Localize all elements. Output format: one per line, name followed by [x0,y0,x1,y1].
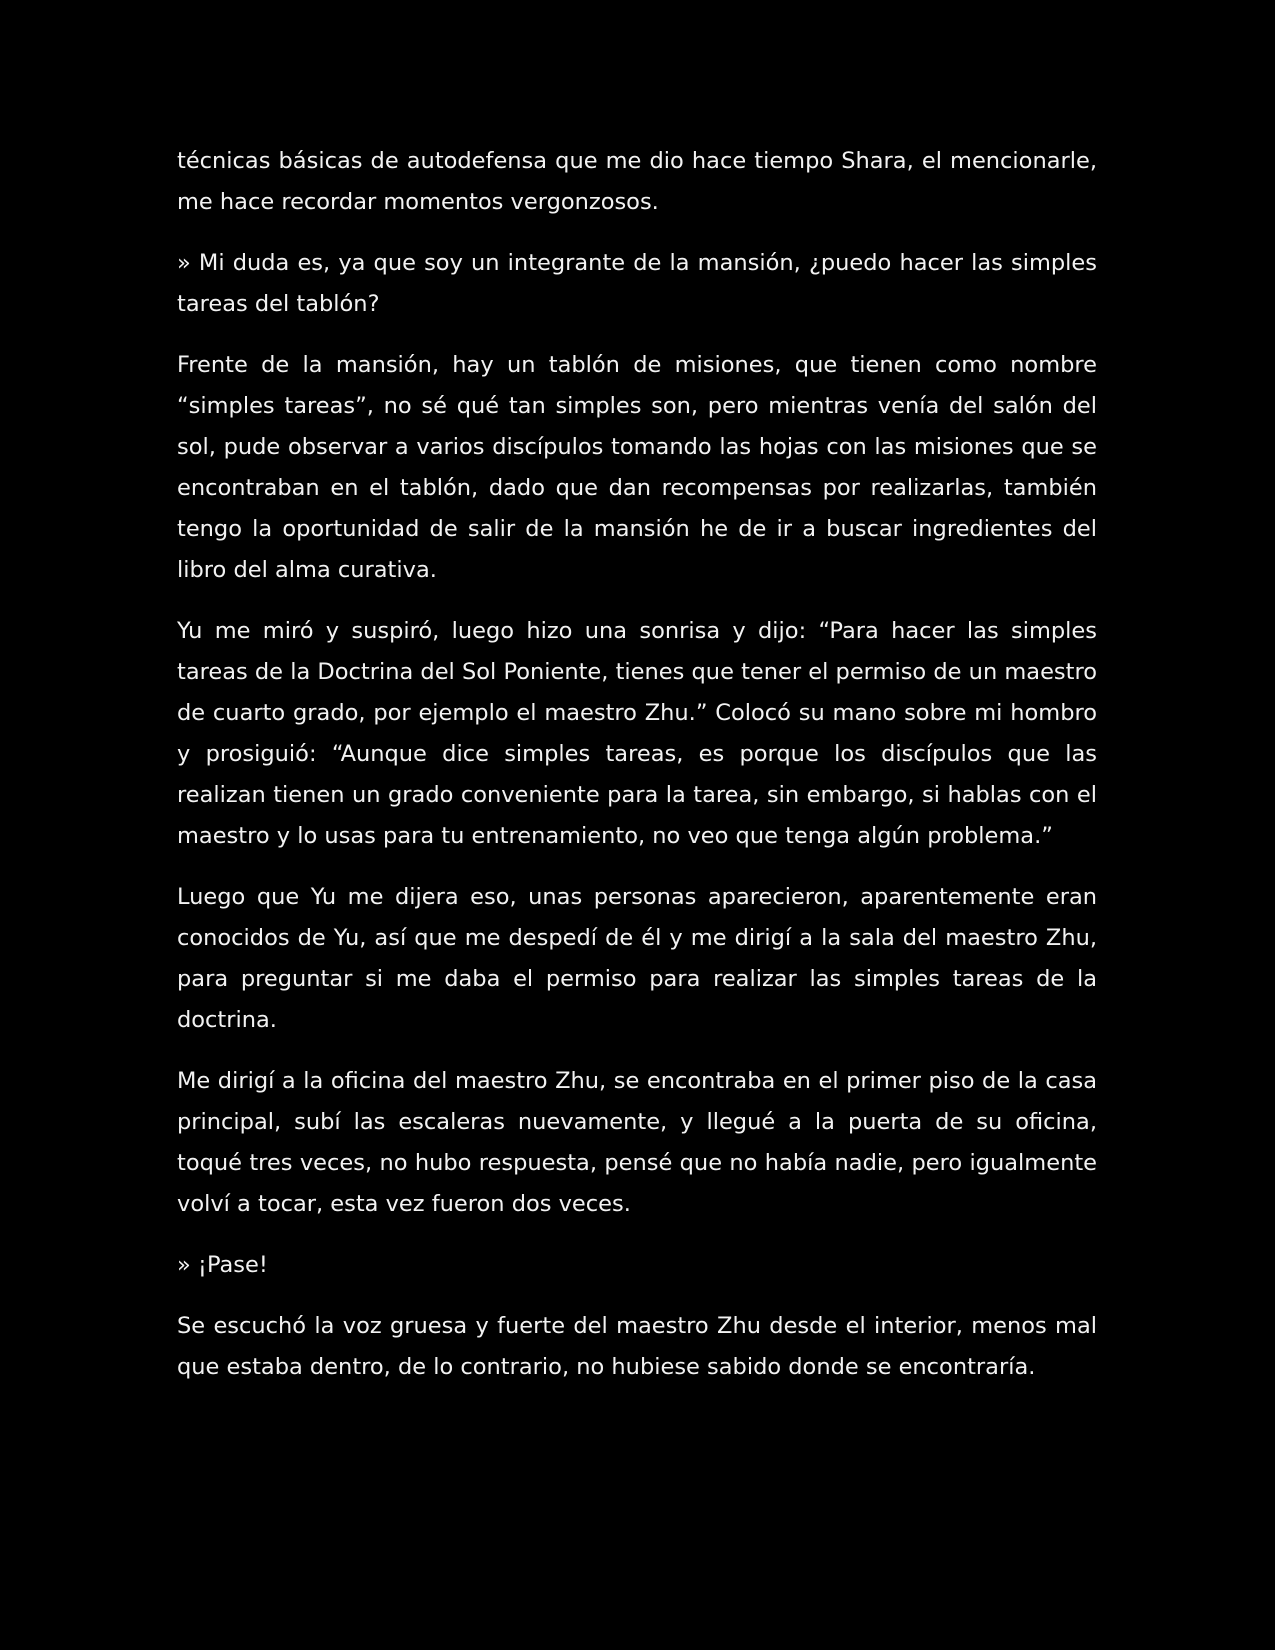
paragraph: Me dirigí a la oficina del maestro Zhu, se encontraba en el primer piso de la casa principal, subí las escaleras nuevamente, y llegué a la puerta de su oficina, toqué tres veces, no hubo respuesta, pensé que no había nadie, pero igualmente volví a tocar, esta vez fueron dos veces. [177,1068,1097,1217]
paragraph: Yu me miró y suspiró, luego hizo una sonrisa y dijo: “Para hacer las simples tareas de la Doctrina del Sol Poniente, tienes que tener el permiso de un maestro de cuarto grado, por ejemplo el maestro Zhu.” Colocó su mano sobre mi hombro y prosiguió: “Aunque dice simples tareas, es porque los discípulos que las realizan tienen un grado conveniente para la tarea, sin embargo, si hablas con el maestro y lo usas para tu entrenamiento, no veo que tenga algún problema.” [177,618,1097,849]
paragraph: » ¡Pase! [177,1252,268,1278]
paragraph: Luego que Yu me dijera eso, unas personas aparecieron, aparentemente eran conocidos de Yu, así que me despedí de él y me dirigí a la sala del maestro Zhu, para preguntar si me daba el permiso para realizar las simples tareas de la doctrina. [177,884,1097,1033]
body-text [177,141,1097,1408]
paragraph: Se escuchó la voz gruesa y fuerte del maestro Zhu desde el interior, menos mal que estaba dentro, de lo contrario, no hubiese sabido donde se encontraría. [177,1313,1097,1380]
paragraph: » Mi duda es, ya que soy un integrante de la mansión, ¿puedo hacer las simples tareas del tablón? [177,250,1097,317]
paragraph: técnicas básicas de autodefensa que me dio hace tiempo Shara, el mencionarle, me hace recordar momentos vergonzosos. [177,148,1097,215]
paragraph: Frente de la mansión, hay un tablón de misiones, que tienen como nombre “simples tareas”, no sé qué tan simples son, pero mientras venía del salón del sol, pude observar a varios discípulos tomando las hojas con las misiones que se encontraban en el tablón, dado que dan recompensas por realizarlas, también tengo la oportunidad de salir de la mansión he de ir a buscar ingredientes del libro del alma curativa. [177,352,1097,583]
